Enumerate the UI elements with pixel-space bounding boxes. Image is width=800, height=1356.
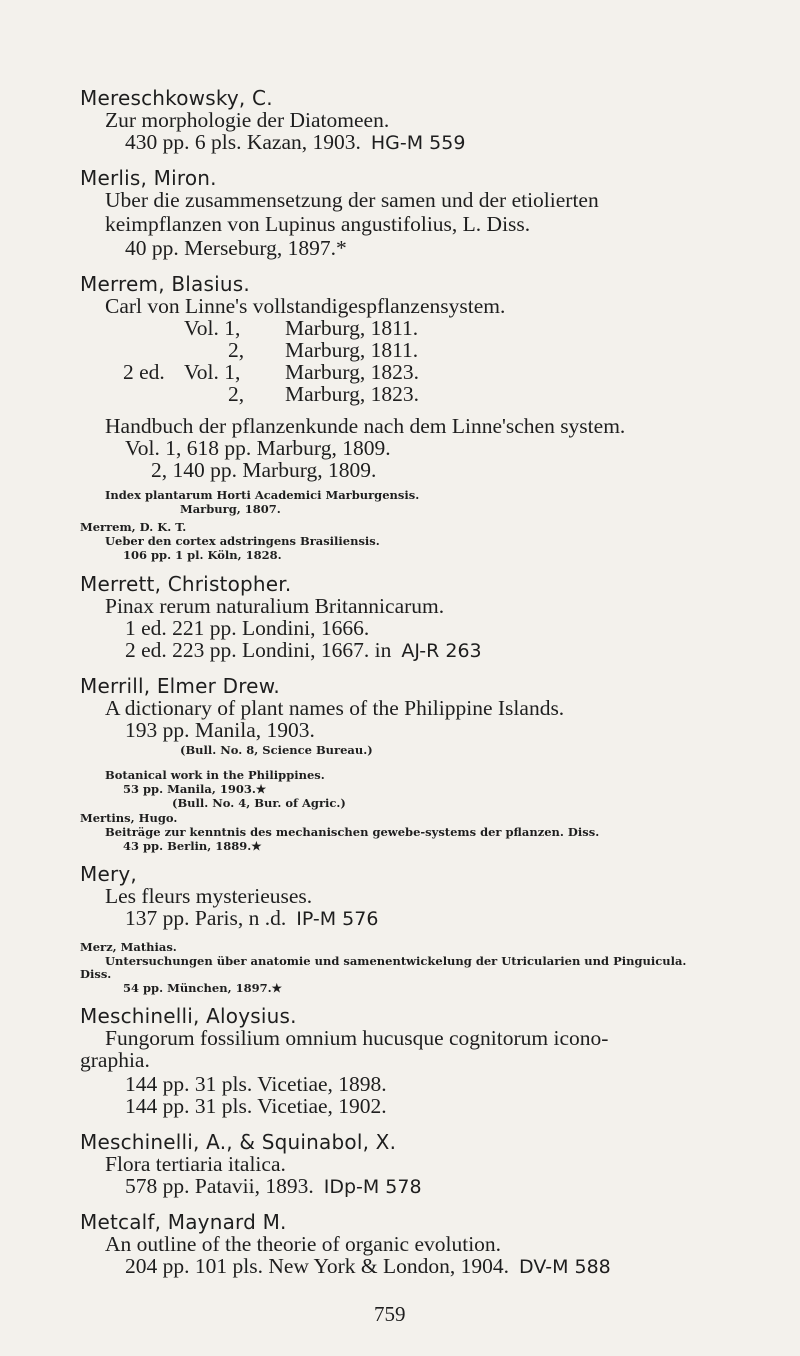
page-number: 759 xyxy=(374,1302,406,1326)
entry-imprint: 430 pp. 6 pls. Kazan, 1903. HG-M 559 xyxy=(125,130,466,154)
small-note: (Bull. No. 4, Bur. of Agric.) xyxy=(172,796,346,810)
small-imprint: 54 pp. München, 1897.★ xyxy=(123,981,282,995)
entry-imprint: 193 pp. Manila, 1903. xyxy=(125,718,315,742)
call-number: IDp-M 578 xyxy=(323,1176,422,1198)
entry-imprint: 578 pp. Patavii, 1893. IDp-M 578 xyxy=(125,1174,422,1198)
small-note: (Bull. No. 8, Science Bureau.) xyxy=(180,743,373,757)
entry-heading: Merlis, Miron. xyxy=(80,166,217,190)
entry-title: Flora tertiaria italica. xyxy=(105,1152,286,1176)
call-number: IP-M 576 xyxy=(296,908,379,930)
entry-imprint: 144 pp. 31 pls. Vicetiae, 1902. xyxy=(125,1094,387,1118)
small-heading: Merz, Mathias. xyxy=(80,940,177,954)
entry-title: Handbuch der pflanzenkunde nach dem Linne'schen system. xyxy=(105,414,626,438)
entry-imprint: 137 pp. Paris, n .d. IP-M 576 xyxy=(125,906,379,930)
entry-heading: Merrem, Blasius. xyxy=(80,272,250,296)
entry-title: Uber die zusammensetzung der samen und der etiolierten xyxy=(105,188,599,212)
small-heading: Mertins, Hugo. xyxy=(80,811,178,825)
entry-heading: Mereschkowsky, C. xyxy=(80,86,273,110)
small-title-cont: Diss. xyxy=(80,967,112,981)
small-title: Index plantarum Horti Academici Marburgensis. xyxy=(105,488,420,502)
small-title: Untersuchungen über anatomie und samenentwickelung der Utricularien und Pinguicula. xyxy=(105,954,687,968)
entry-title-cont: keimpflanzen von Lupinus angustifolius, L. Diss. xyxy=(105,212,531,236)
entry-imprint: 40 pp. Merseburg, 1897.* xyxy=(125,236,347,260)
small-title: Ueber den cortex adstringens Brasiliensis. xyxy=(105,534,380,548)
volume-imprint: Marburg, 1823. xyxy=(285,382,419,406)
entry-title: A dictionary of plant names of the Philippine Islands. xyxy=(105,696,565,720)
volume-label: 2, xyxy=(228,338,245,362)
call-number: HG-M 559 xyxy=(370,132,466,154)
edition-label: 2 ed. xyxy=(123,360,165,384)
volume-imprint: Marburg, 1811. xyxy=(285,338,419,362)
volume-imprint: Marburg, 1811. xyxy=(285,316,419,340)
entry-heading: Meschinelli, A., & Squinabol, X. xyxy=(80,1130,397,1154)
entry-heading: Merrett, Christopher. xyxy=(80,572,292,596)
entry-heading: Metcalf, Maynard M. xyxy=(80,1210,287,1234)
entry-imprint: 144 pp. 31 pls. Vicetiae, 1898. xyxy=(125,1072,387,1096)
volume-label: Vol. 1, xyxy=(184,360,241,384)
entry-imprint: 2 ed. 223 pp. Londini, 1667. in AJ-R 263 xyxy=(125,638,482,662)
volume-label: 2, xyxy=(228,382,245,406)
small-imprint: 53 pp. Manila, 1903.★ xyxy=(123,782,267,796)
entry-title: Zur morphologie der Diatomeen. xyxy=(105,108,390,132)
volume-imprint: 2, 140 pp. Marburg, 1809. xyxy=(151,458,377,482)
entry-title: Les fleurs mysterieuses. xyxy=(105,884,313,908)
call-number: AJ-R 263 xyxy=(401,640,482,662)
entry-title: Fungorum fossilium omnium hucusque cognitorum icono- xyxy=(105,1026,609,1050)
small-imprint: 106 pp. 1 pl. Köln, 1828. xyxy=(123,548,282,562)
volume-imprint: Marburg, 1823. xyxy=(285,360,419,384)
volume-imprint: Vol. 1, 618 pp. Marburg, 1809. xyxy=(125,436,391,460)
volume-label: Vol. 1, xyxy=(184,316,241,340)
small-imprint: 43 pp. Berlin, 1889.★ xyxy=(123,839,262,853)
small-imprint: Marburg, 1807. xyxy=(180,502,281,516)
entry-title: Pinax rerum naturalium Britannicarum. xyxy=(105,594,445,618)
small-heading: Merrem, D. K. T. xyxy=(80,520,187,534)
call-number: DV-M 588 xyxy=(519,1256,611,1278)
small-title: Botanical work in the Philippines. xyxy=(105,768,325,782)
entry-title-cont: graphia. xyxy=(80,1048,150,1072)
small-title: Beiträge zur kenntnis des mechanischen gewebe-systems der pflanzen. Diss. xyxy=(105,825,600,839)
entry-heading: Merrill, Elmer Drew. xyxy=(80,674,280,698)
entry-heading: Meschinelli, Aloysius. xyxy=(80,1004,297,1028)
entry-title: An outline of the theorie of organic evolution. xyxy=(105,1232,502,1256)
entry-title: Carl von Linne's vollstandigespflanzensystem. xyxy=(105,294,506,318)
entry-imprint: 1 ed. 221 pp. Londini, 1666. xyxy=(125,616,370,640)
entry-imprint: 204 pp. 101 pls. New York & London, 1904. DV-M 588 xyxy=(125,1254,611,1278)
entry-heading: Mery, xyxy=(80,862,137,886)
